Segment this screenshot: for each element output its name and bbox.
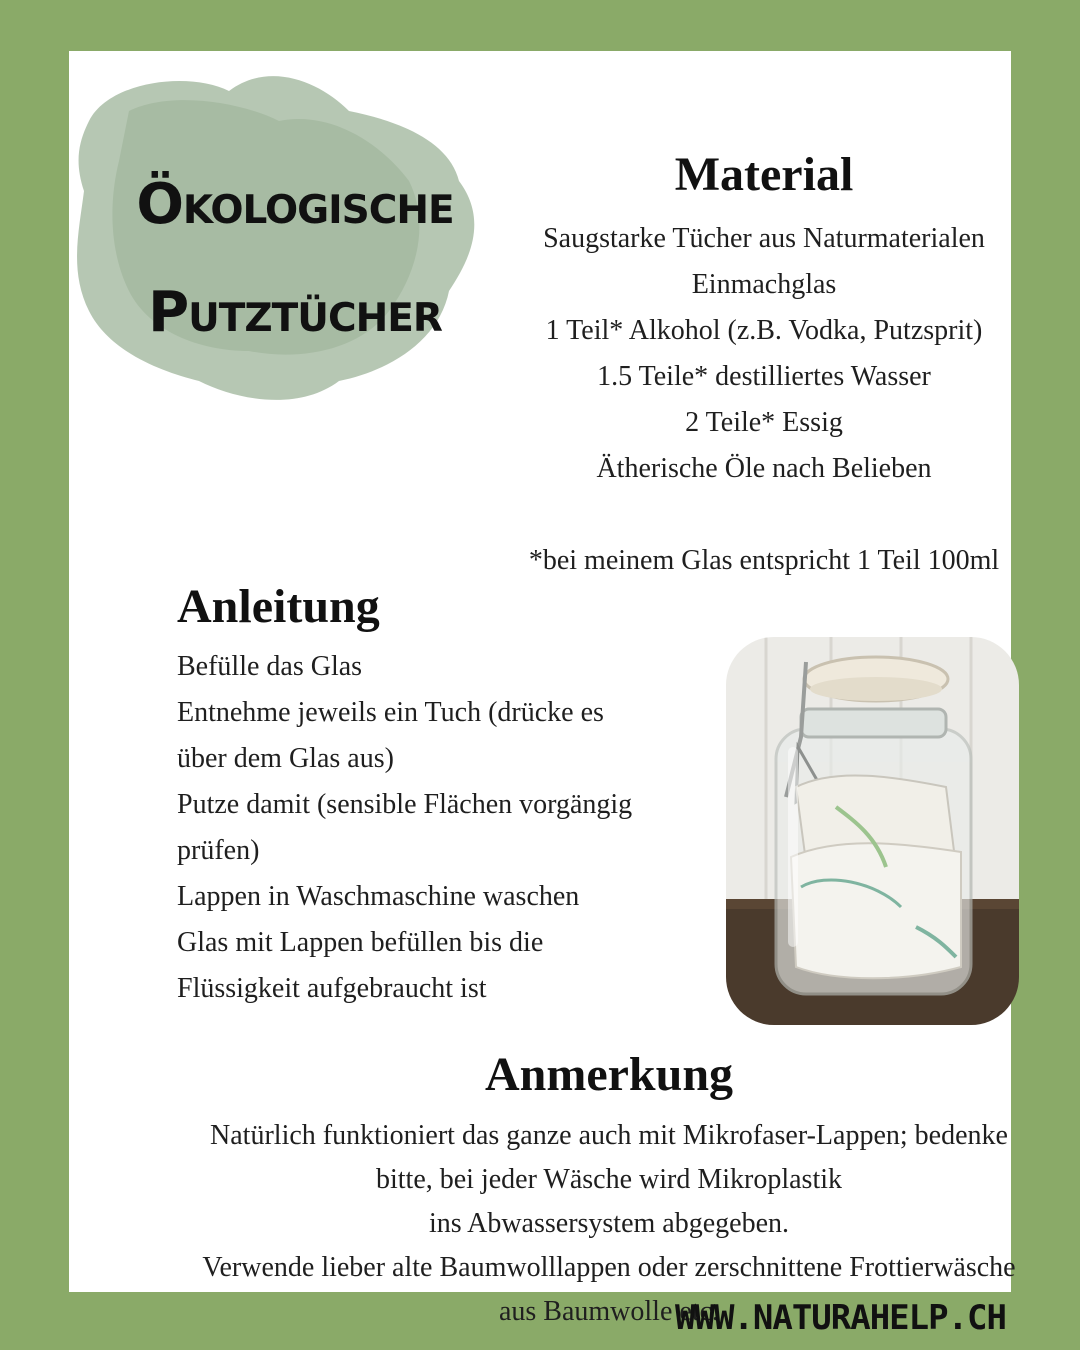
anleitung-heading: Anleitung: [177, 580, 380, 633]
jar-illustration: [726, 637, 1019, 1025]
title-line-2: Putztücher: [148, 280, 442, 345]
note-line: Verwende lieber alte Baumwolllappen oder zerschnittene Frottierwäsche: [202, 1252, 1016, 1283]
step-line: Lappen in Waschmaschine waschen: [177, 881, 580, 912]
jar-photo: [726, 637, 1019, 1025]
note-line: ins Abwassersystem abgegeben.: [428, 1208, 790, 1239]
note-line: bitte, bei jeder Wäsche wird Mikroplastik: [375, 1164, 843, 1195]
note-line: aus Baumwolle etc.: [498, 1296, 720, 1327]
step-line: Flüssigkeit aufgebraucht ist: [177, 973, 487, 1004]
step-line: über dem Glas aus): [177, 743, 394, 774]
material-item: Ätherische Öle nach Belieben: [596, 453, 932, 484]
step-line: Entnehme jeweils ein Tuch (drücke es: [177, 697, 604, 728]
step-line: prüfen): [177, 835, 260, 866]
step-line: Putze damit (sensible Flächen vorgängig: [177, 789, 633, 820]
material-heading: Material: [674, 148, 854, 201]
material-note: *bei meinem Glas entspricht 1 Teil 100ml: [528, 545, 1000, 576]
anmerkung-section: [149, 1047, 1069, 1334]
note-line: Natürlich funktioniert das ganze auch mit Mikrofaser-Lappen; bedenke: [210, 1120, 1008, 1151]
anleitung-section: [177, 579, 717, 1012]
material-item: 1 Teil* Alkohol (z.B. Vodka, Putzsprit): [545, 315, 983, 346]
step-line: Befülle das Glas: [177, 651, 363, 682]
title-line-1: Ökologische: [136, 172, 454, 237]
page-title: [105, 151, 485, 367]
material-item: 2 Teile* Essig: [685, 407, 843, 438]
material-item: 1.5 Teile* destilliertes Wasser: [597, 361, 931, 392]
step-line: Glas mit Lappen befüllen bis die: [177, 927, 544, 958]
anmerkung-heading: Anmerkung: [484, 1048, 734, 1101]
material-list: [494, 216, 1034, 492]
material-item: Einmachglas: [691, 269, 837, 300]
material-item: Saugstarke Tücher aus Naturmaterialen: [543, 223, 985, 254]
material-section: [494, 147, 1034, 584]
website-link[interactable]: WWW.NATURAHELP.CH: [675, 1298, 1006, 1338]
anleitung-steps: [177, 644, 717, 1012]
